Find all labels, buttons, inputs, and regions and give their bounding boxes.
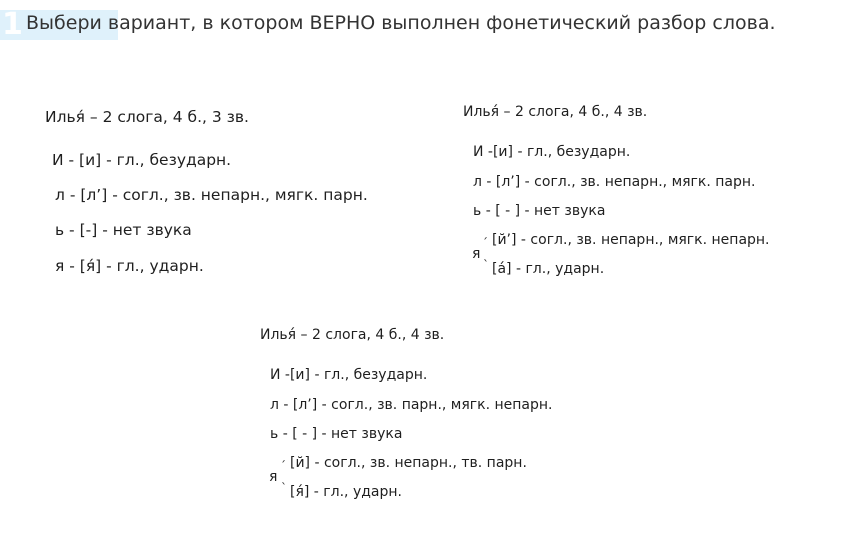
brace-up-icon: ˊ: [280, 459, 286, 473]
question-text: Выбери вариант, в котором ВЕРНО выполнен фонетический разбор слова.: [26, 12, 776, 34]
option-a-title: Илья́ – 2 слога, 4 б., 3 зв.: [45, 108, 249, 126]
option-c-ya-line-2: [я́] - гл., ударн.: [290, 484, 402, 500]
option-b-line-3: ь - [ - ] - нет звука: [473, 203, 606, 219]
option-b-ya-letter: я: [472, 246, 481, 262]
option-c-ya-line-1: [й] - согл., зв. непарн., тв. парн.: [290, 455, 527, 471]
option-a-line-4: я - [я́] - гл., ударн.: [55, 257, 204, 275]
option-b-ya-line-2: [а́] - гл., ударн.: [492, 261, 605, 277]
option-c-line-2: л - [л’] - согл., зв. парн., мягк. непарн.: [270, 397, 553, 413]
brace-down-icon: ˋ: [483, 258, 489, 272]
option-b-title: Илья́ – 2 слога, 4 б., 4 зв.: [463, 104, 648, 120]
question-number: 1: [0, 10, 118, 40]
option-c-line-1: И -[и] - гл., безударн.: [270, 367, 428, 383]
option-a-line-1: И - [и] - гл., безударн.: [52, 151, 232, 169]
option-a-line-3: ь - [-] - нет звука: [55, 221, 192, 239]
option-b-line-1: И -[и] - гл., безударн.: [473, 144, 631, 160]
option-c-line-3: ь - [ - ] - нет звука: [270, 426, 403, 442]
option-a-line-2: л - [л’] - согл., зв. непарн., мягк. парн.: [55, 186, 368, 204]
option-c-title: Илья́ – 2 слога, 4 б., 4 зв.: [260, 327, 445, 343]
option-b-ya-line-1: [й’] - согл., зв. непарн., мягк. непарн.: [492, 232, 770, 248]
option-b-line-2: л - [л’] - согл., зв. непарн., мягк. парн.: [473, 174, 756, 190]
brace-down-icon: ˋ: [281, 481, 287, 495]
brace-up-icon: ˊ: [482, 236, 488, 250]
option-c-ya-letter: я: [269, 469, 278, 485]
